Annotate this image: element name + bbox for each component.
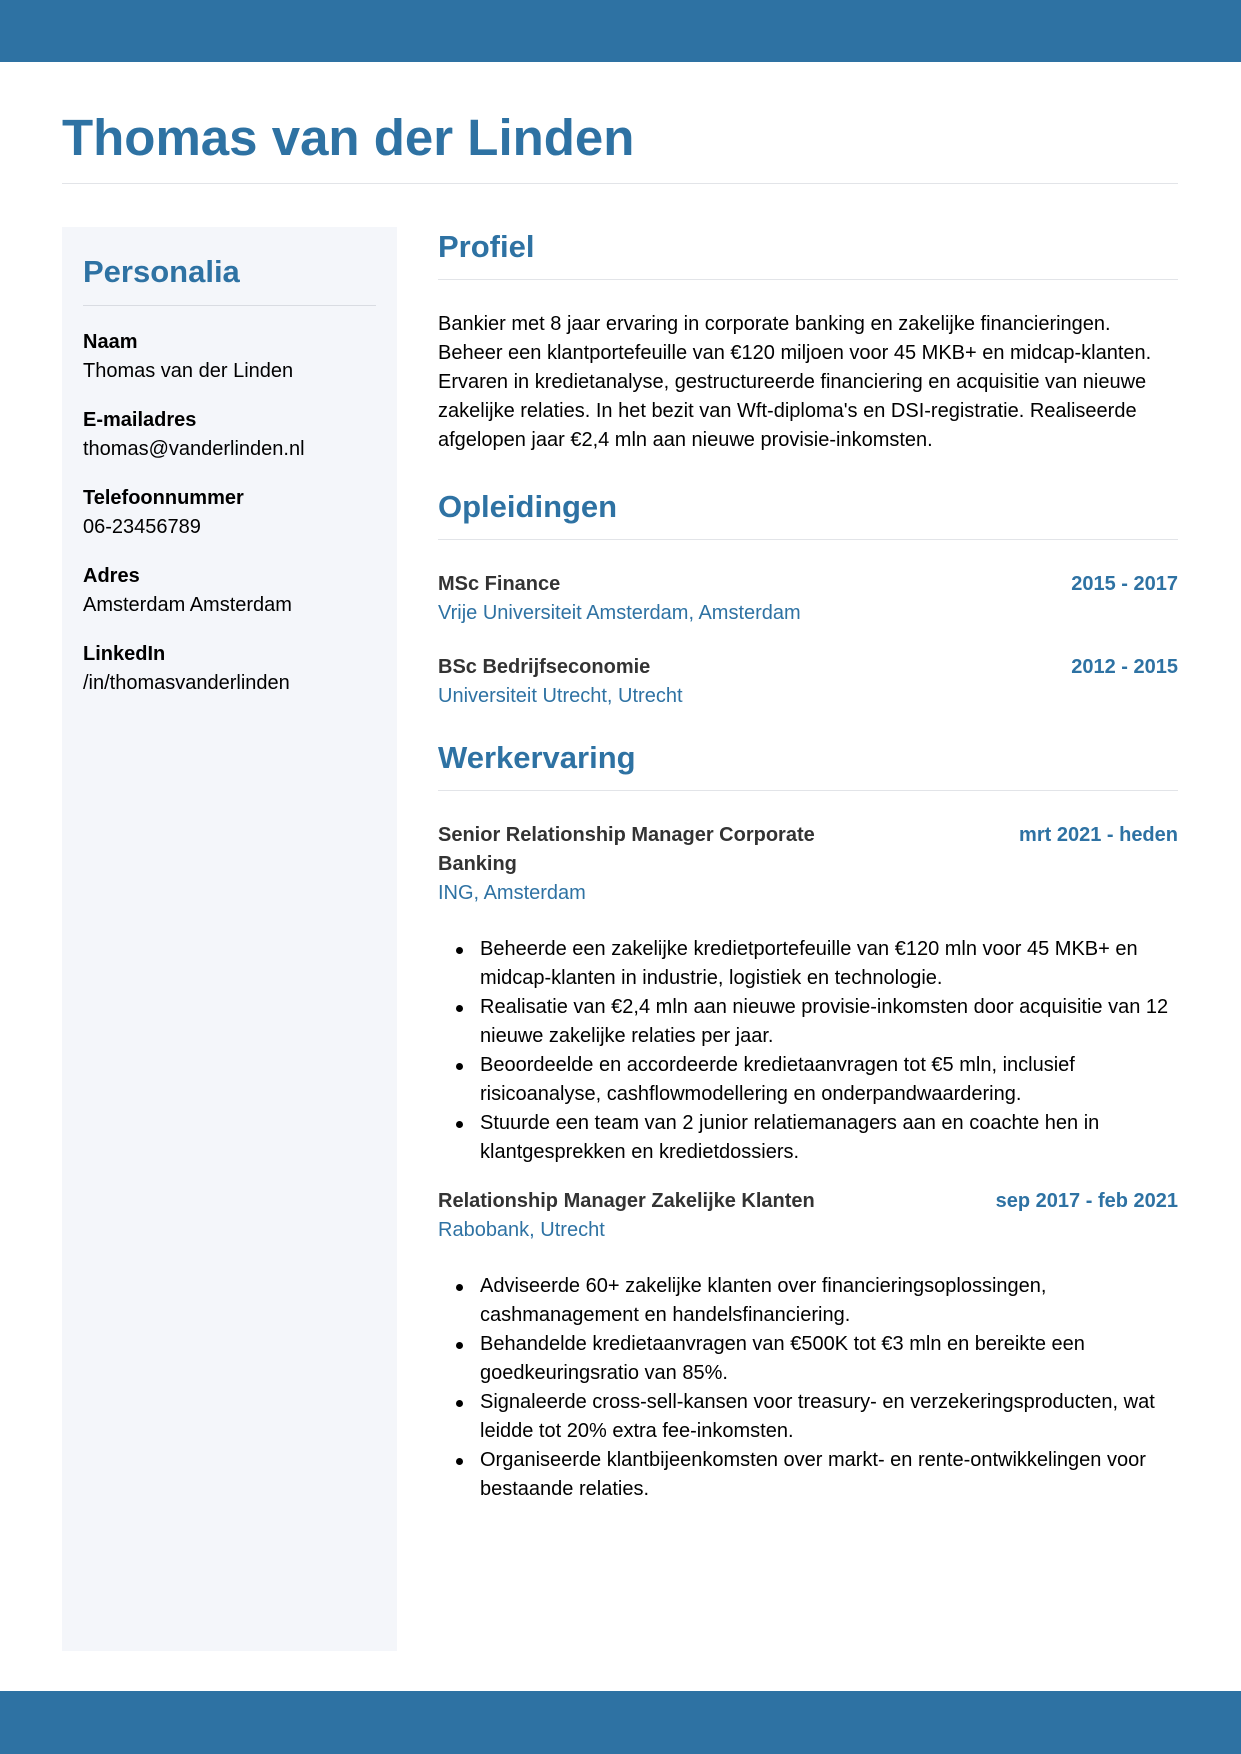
sidebar-heading: Personalia <box>83 254 240 289</box>
phone-value: 06-23456789 <box>83 516 201 538</box>
school-name: Vrije Universiteit Amsterdam, Amsterdam <box>438 602 801 624</box>
list-item <box>438 1051 1178 1109</box>
sidebar-divider <box>83 305 376 306</box>
profile-text: Bankier met 8 jaar ervaring in corporate banking en zakelijke financieringen. Beheer een klantportefeuille van €120 miljoen voor 45 MKB+ en midcap-klanten. Ervaren in kredietanalyse, gestructureerde financiering en acquisitie van nieuwe zakelijke relaties. In het bezit van Wft-diploma's en DSI-registratie. Realiseerde afgelopen jaar €2,4 mln aan nieuwe provisie-inkomsten. <box>438 313 1152 451</box>
main-content <box>438 225 1178 1524</box>
address-value: Amsterdam Amsterdam <box>83 594 292 616</box>
list-item <box>438 1330 1178 1388</box>
section-heading-education: Opleidingen <box>438 489 618 524</box>
date-range: mrt 2021 - heden <box>1019 824 1178 846</box>
field-value: Thomas van der Linden <box>83 360 294 382</box>
list-item <box>438 1388 1178 1446</box>
job-title: Relationship Manager Zakelijke Klanten <box>438 1190 815 1212</box>
school-name: Universiteit Utrecht, Utrecht <box>438 685 683 707</box>
entry-header <box>438 653 1178 682</box>
bullet-text: Stuurde een team van 2 junior relatiemanagers aan en coachte hen in klantgesprekken en kredietdossiers. <box>480 1112 1100 1163</box>
date-range: 2015 - 2017 <box>1071 573 1178 595</box>
degree-title: MSc Finance <box>438 573 561 595</box>
experience-section <box>438 736 1178 1504</box>
education-entry <box>438 653 1178 711</box>
job-entry <box>438 821 1178 1167</box>
job-entry <box>438 1187 1178 1504</box>
date-range: sep 2017 - feb 2021 <box>995 1190 1178 1212</box>
field-label: Adres <box>83 565 140 587</box>
achievement-list <box>438 935 1178 1167</box>
entry-header <box>438 570 1178 599</box>
list-item <box>438 1446 1178 1504</box>
bullet-text: Signaleerde cross-sell-kansen voor treasury- en verzekeringsproducten, wat leidde tot 20% extra fee-inkomsten. <box>480 1391 1155 1442</box>
entry-header <box>438 1187 1178 1216</box>
field-label: Naam <box>83 331 138 353</box>
field-name <box>83 328 376 386</box>
bullet-icon <box>456 1400 463 1407</box>
bottom-accent-bar <box>0 1691 1241 1754</box>
bullet-icon <box>456 1121 463 1128</box>
page-title: Thomas van der Linden <box>62 109 635 166</box>
personal-info-sidebar <box>62 227 397 1651</box>
bullet-icon <box>456 1458 463 1465</box>
bullet-text: Beheerde een zakelijke kredietportefeuille van €120 mln voor 45 MKB+ en midcap-klanten in industrie, logistiek en technologie. <box>480 938 1138 989</box>
field-address <box>83 562 376 620</box>
company-name: ING, Amsterdam <box>438 882 586 904</box>
bullet-text: Beoordeelde en accordeerde kredietaanvragen tot €5 mln, inclusief risicoanalyse, cashflowmodellering en onderpandwaardering. <box>480 1054 1075 1105</box>
education-entry <box>438 570 1178 628</box>
list-item <box>438 1272 1178 1330</box>
education-section <box>438 485 1178 711</box>
company-name: Rabobank, Utrecht <box>438 1219 605 1241</box>
job-title: Senior Relationship Manager Corporate Banking <box>438 824 815 875</box>
list-item <box>438 993 1178 1051</box>
bullet-icon <box>456 1342 463 1349</box>
list-item <box>438 1109 1178 1167</box>
section-divider <box>438 539 1178 540</box>
section-heading-experience: Werkervaring <box>438 740 636 775</box>
section-divider <box>438 790 1178 791</box>
top-accent-bar <box>0 0 1241 62</box>
profile-section <box>438 225 1178 455</box>
degree-title: BSc Bedrijfseconomie <box>438 656 651 678</box>
bullet-icon <box>456 1005 463 1012</box>
bullet-icon <box>456 947 463 954</box>
bullet-text: Behandelde kredietaanvragen van €500K tot €3 mln en bereikte een goedkeuringsratio van 85%. <box>480 1333 1085 1384</box>
email-value: thomas@vanderlinden.nl <box>83 438 305 460</box>
entry-header <box>438 821 1178 879</box>
bullet-text: Realisatie van €2,4 mln aan nieuwe provisie-inkomsten door acquisitie van 12 nieuwe zakelijke relaties per jaar. <box>480 996 1169 1047</box>
field-email <box>83 406 376 464</box>
list-item <box>438 935 1178 993</box>
field-label: Telefoonnummer <box>83 487 244 509</box>
bullet-icon <box>456 1284 463 1291</box>
field-label: E-mailadres <box>83 409 197 431</box>
section-divider <box>438 279 1178 280</box>
field-phone <box>83 484 376 542</box>
bullet-text: Organiseerde klantbijeenkomsten over markt- en rente-ontwikkelingen voor bestaande relaties. <box>480 1449 1146 1500</box>
achievement-list <box>438 1272 1178 1504</box>
field-linkedin <box>83 640 376 698</box>
title-divider <box>62 183 1178 184</box>
date-range: 2012 - 2015 <box>1071 656 1178 678</box>
field-label: LinkedIn <box>83 643 166 665</box>
section-heading-profile: Profiel <box>438 229 535 264</box>
bullet-icon <box>456 1063 463 1070</box>
bullet-text: Adviseerde 60+ zakelijke klanten over financieringsoplossingen, cashmanagement en handelsfinanciering. <box>480 1275 1047 1326</box>
linkedin-value: /in/thomasvanderlinden <box>83 672 290 694</box>
